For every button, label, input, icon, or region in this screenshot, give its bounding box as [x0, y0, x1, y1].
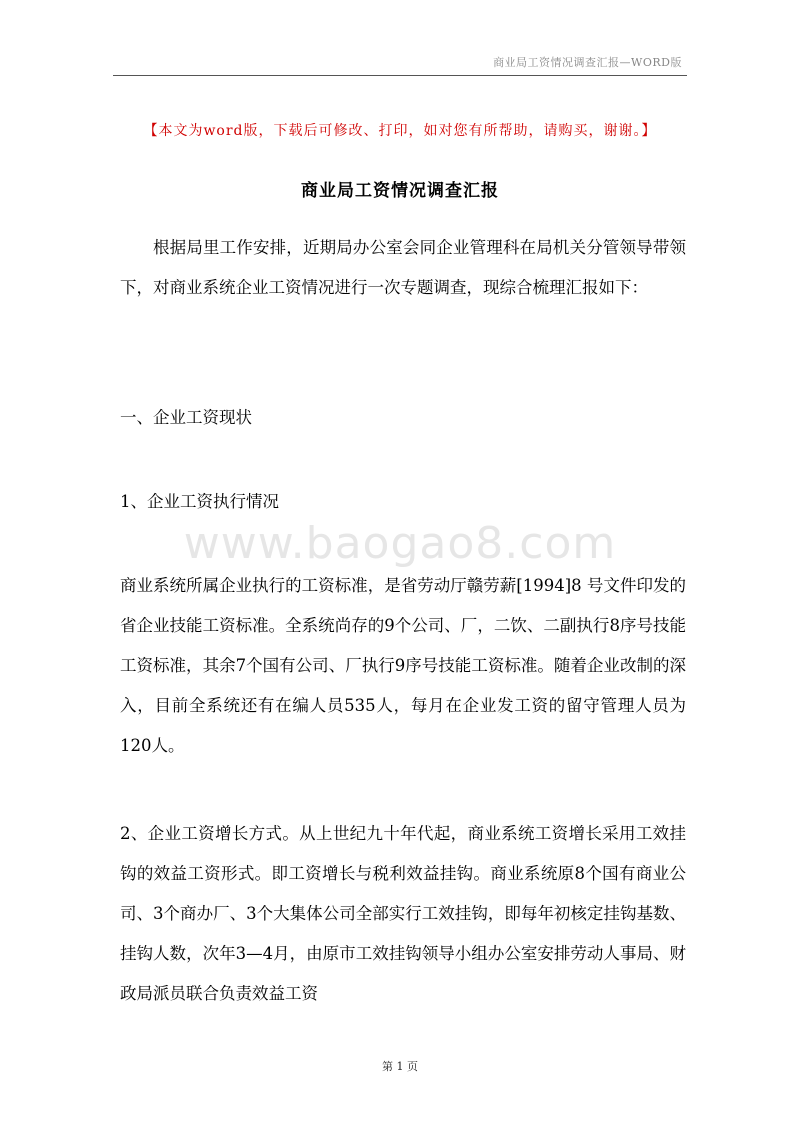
document-title: 商业局工资情况调查汇报: [301, 181, 499, 201]
purchase-notice: 【本文为word版，下载后可修改、打印，如对您有所帮助，请购买，谢谢。】: [143, 123, 657, 139]
watermark-text: www.baogao8.com: [183, 518, 617, 569]
item-heading: 1、企业工资执行情况: [120, 492, 279, 511]
intro-paragraph: 根据局里工作安排，近期局办公室会同企业管理科在局机关分管领导带领下，对商业系统企业工资情况进行一次专题调查，现综合梳理汇报如下：: [120, 238, 686, 297]
page-number: 第 1 页: [382, 1060, 418, 1073]
section-heading: 一、企业工资现状: [120, 408, 252, 427]
item1-paragraph: 商业系统所属企业执行的工资标准，是省劳动厅赣劳薪[1994]8 号文件印发的省企业技能工资标准。全系统尚存的9个公司、厂，二饮、二副执行8序号技能工资标准，其余7个国有公司、厂执行9序号技能工资标准。随着企业改制的深入，目前全系统还有在编人员535人，每月在企业发工资的留守管理人员为120人。: [120, 576, 686, 755]
item2-paragraph: 2、企业工资增长方式。从上世纪九十年代起，商业系统工资增长采用工效挂钩的效益工资形式。即工资增长与税利效益挂钩。商业系统原8个国有商业公司、3个商办厂、3个大集体公司全部实行工效挂钩，即每年初核定挂钩基数、挂钩人数，次年3—4月，由原市工效挂钩领导小组办公室安排劳动人事局、财政局派员联合负责效益工资: [120, 824, 686, 1003]
header-divider: [113, 75, 687, 76]
page-header-title: 商业局工资情况调查汇报—WORD版: [493, 56, 682, 69]
